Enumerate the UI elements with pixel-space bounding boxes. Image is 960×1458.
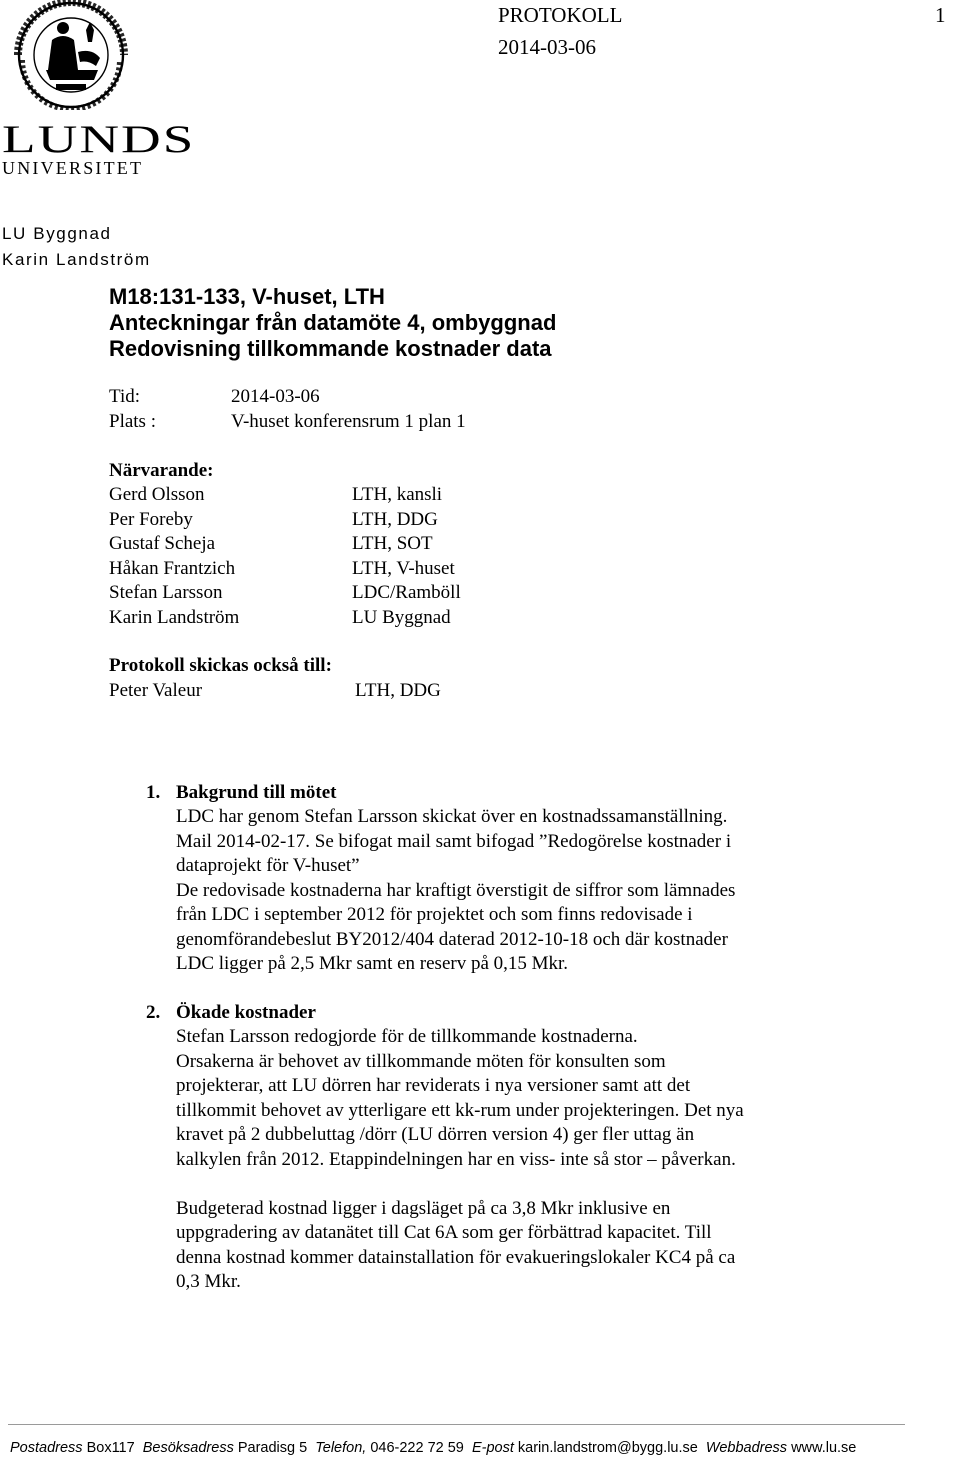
place-label: Plats : xyxy=(109,411,156,432)
attendee-org: LTH, kansli xyxy=(352,484,443,505)
section-text-line: Stefan Larsson redogjorde för de tillkommande kostnaderna. xyxy=(176,1026,638,1047)
section-text-line: kalkylen från 2012. Etappindelningen har en viss- inte så stor – påverkan. xyxy=(176,1149,736,1170)
section-text-line: genomförandebeslut BY2012/404 daterad 2012-10-18 och där kostnader xyxy=(176,929,728,950)
footer-besoksadress-label: Besöksadress xyxy=(142,1440,234,1456)
section-text-line: LDC har genom Stefan Larsson skickat över en kostnadssamanställning. xyxy=(176,806,728,827)
section-text-line: denna kostnad kommer datainstallation för evakueringslokaler KC4 på ca xyxy=(176,1247,736,1268)
attendee-name: Håkan Frantzich xyxy=(109,558,236,579)
section-heading: Ökade kostnader xyxy=(176,1002,316,1023)
footer-telefon-label: Telefon, xyxy=(315,1440,367,1456)
footer-divider xyxy=(8,1424,905,1425)
time-label: Tid: xyxy=(109,386,140,407)
section-text-line: tillkommit behovet av ytterligare ett kk-rum under projekteringen. Det nya xyxy=(176,1100,744,1121)
page-number: 1 xyxy=(935,3,946,27)
section-text-line: 0,3 Mkr. xyxy=(176,1271,241,1292)
distribution-heading: Protokoll skickas också till: xyxy=(109,655,332,676)
document-type: PROTOKOLL xyxy=(498,3,623,27)
attendee-name: Karin Landström xyxy=(109,607,240,628)
section-number: 2. xyxy=(146,1002,161,1023)
distribution-org: LTH, DDG xyxy=(355,680,441,701)
title-line-2: Anteckningar från datamöte 4, ombyggnad xyxy=(109,310,557,335)
section-text-line: uppgradering av datanätet till Cat 6A som ger förbättrad kapacitet. Till xyxy=(176,1222,712,1243)
attendee-name: Stefan Larsson xyxy=(109,582,223,603)
university-seal-logo xyxy=(8,0,134,110)
footer-postadress: Box117 xyxy=(86,1440,135,1456)
distribution-name: Peter Valeur xyxy=(109,680,203,701)
time-value: 2014-03-06 xyxy=(231,386,320,407)
footer xyxy=(10,1440,856,1456)
sender-department: LU Byggnad xyxy=(2,224,112,243)
footer-epost-label: E-post xyxy=(471,1440,514,1456)
attendee-name: Gerd Olsson xyxy=(109,484,205,505)
attendee-org: LTH, V-huset xyxy=(352,558,455,579)
section-text-line: Mail 2014-02-17. Se bifogat mail samt bifogad ”Redogörelse kostnader i xyxy=(176,831,732,852)
section-number: 1. xyxy=(146,782,161,803)
footer-telefon: 046-222 72 59 xyxy=(370,1440,464,1456)
title-line-1: M18:131-133, V-huset, LTH xyxy=(109,284,385,309)
attendee-name: Gustaf Scheja xyxy=(109,533,216,554)
section-text-line: Budgeterad kostnad ligger i dagsläget på ca 3,8 Mkr inklusive en xyxy=(176,1198,671,1219)
logo-wordmark: LUNDS xyxy=(2,116,196,161)
section-text-line: LDC ligger på 2,5 Mkr samt en reserv på 0,15 Mkr. xyxy=(176,953,569,974)
attendee-name: Per Foreby xyxy=(109,509,193,530)
attendees-heading: Närvarande: xyxy=(109,460,214,481)
place-value: V-huset konferensrum 1 plan 1 xyxy=(231,411,466,432)
footer-webb[interactable]: www.lu.se xyxy=(791,1440,857,1456)
footer-epost[interactable]: karin.landstrom@bygg.lu.se xyxy=(517,1440,698,1456)
title-line-3: Redovisning tillkommande kostnader data xyxy=(109,336,552,361)
footer-besoksadress: Paradisg 5 xyxy=(237,1440,308,1456)
section-text-line: projekterar, att LU dörren har reviderats i nya versioner samt att det xyxy=(176,1075,691,1096)
sender-author: Karin Landström xyxy=(2,250,151,269)
footer-webb-label: Webbadress xyxy=(705,1440,788,1456)
section-heading: Bakgrund till mötet xyxy=(176,782,337,803)
attendee-org: LTH, SOT xyxy=(352,533,433,554)
attendee-org: LDC/Ramböll xyxy=(352,582,461,603)
section-text-line: De redovisade kostnaderna har kraftigt överstigit de siffror som lämnades xyxy=(176,880,736,901)
section-text-line: Orsakerna är behovet av tillkommande möten för konsulten som xyxy=(176,1051,666,1072)
section-text-line: dataprojekt för V-huset” xyxy=(176,855,360,876)
document-date: 2014-03-06 xyxy=(498,35,596,59)
attendee-org: LU Byggnad xyxy=(352,607,451,628)
logo-subtitle: UNIVERSITET xyxy=(2,158,144,178)
section-text-line: från LDC i september 2012 för projektet och som finns redovisade i xyxy=(176,904,693,925)
footer-postadress-label: Postadress xyxy=(10,1440,83,1456)
attendee-org: LTH, DDG xyxy=(352,509,438,530)
section-text-line: kravet på 2 dubbeluttag /dörr (LU dörren version 4) ger fler uttag än xyxy=(176,1124,695,1145)
